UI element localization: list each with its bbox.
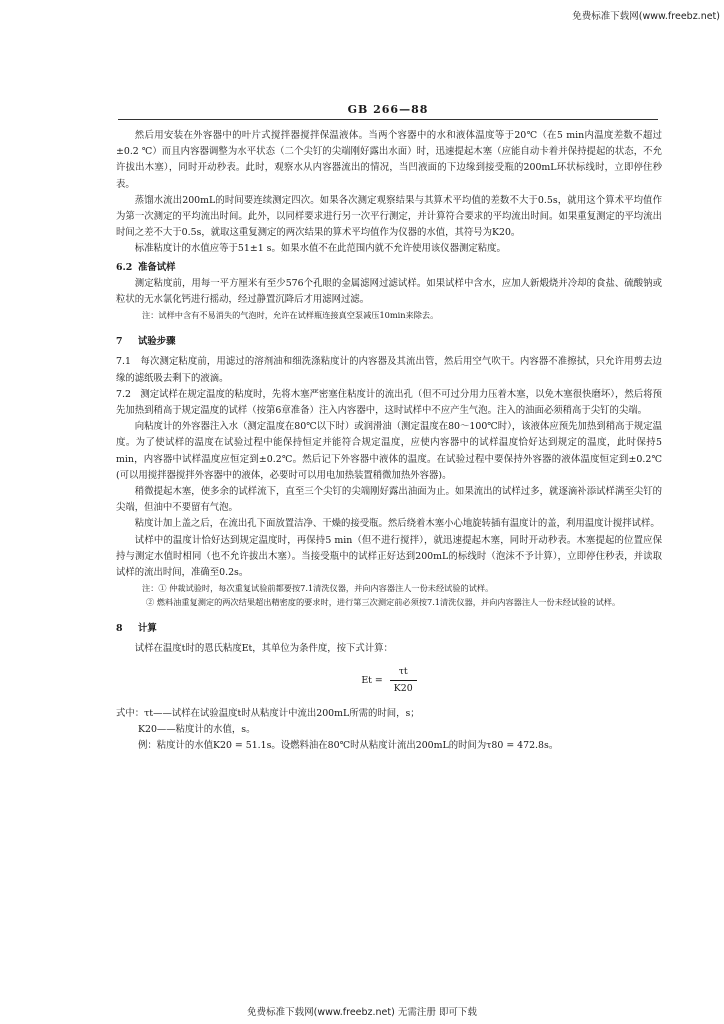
section-number: 6.2 (116, 261, 133, 273)
note: ② 燃料油重复测定的两次结果超出精密度的要求时，进行第三次测定前必须按7.1清洗仪器，并向内容器注人一份未经试验的试样。 (146, 597, 621, 608)
paragraph: 试样在温度t时的恩氏粘度Et，其单位为条件度，按下式计算： (134, 643, 393, 655)
example: 例：粘度计的水值K20 = 51.1s。设燃料油在80℃时从粘度计流出200mL的时间为τ80 = 472.8s。 (138, 740, 559, 752)
formula-fraction (390, 664, 417, 697)
watermark-top: 免费标准下载网(www.freebz.net) (572, 11, 720, 22)
paragraph: 测定粘度前，用每一平方厘米有至少576个孔眼的金属滤网过滤试样。如果试样中含水，应加人新煅烧并冷却的食盐、硫酸钠或粒状的无水氯化钙进行摇动，经过静置沉降后才用滤网过滤。 (116, 277, 662, 306)
note: 注：试样中含有不易消失的气泡时，允许在试样瓶连接真空泵减压10min来除去。 (142, 310, 439, 321)
paragraph: 向粘度计的外容器注入水（测定温度在80℃以下时）或润滑油（测定温度在80～100℃时），该液体应预先加热到稍高于规定温度。为了使试样的温度在试验过程中能保持恒定并能符合规定温度，应使内容器中的试样温度恰好达到规定的温度，此时保持5 min，内容器中试样温度应恒定到±0.2℃。然后记下外容器中液体的温度。在试验过程中要保持外容器的液体温度恒定到±0.2℃(可以用搅拌器搅拌外容器中的液体，必要时可以用电加热装置稍微加热外容器)。 (116, 421, 662, 481)
paragraph: 粘度计加上盖之后，在流出孔下面放置洁净、干燥的接受瓶。然后绕着木塞小心地旋转插有温度计的盖，利用温度计搅拌试样。 (134, 518, 660, 530)
paragraph: 蒸馏水流出200mL的时间要连续测定四次。如果各次测定观察结果与其算术平均值的差数不大于0.5s，就用这个算术平均值作为第一次测定的平均流出时间。此外，以同样要求进行另一次平行测定，并计算符合要求的平均流出时间。如果重复测定的平均流出时间之差不大于0.5s，就取这重复测定的两次结果的算术平均值作为仪器的水值，其符号为K20。 (116, 194, 662, 239)
formula-numerator: τt (390, 664, 417, 681)
formula-where-tau: 式中：τt——试样在试验温度t时从粘度计中流出200mL所需的时间，s； (116, 707, 420, 719)
formula-lhs: Et = (361, 674, 383, 686)
paragraph: 试样中的温度计恰好达到规定温度时，再保持5 min（但不进行搅拌），就迅速提起木塞，同时开动秒表。木塞提起的位置应保持与测定水值时相同（也不允许拔出木塞）。当接受瓶中的试样正好达到200mL的标线时（泡沫不予计算），立即停住秒表，并读取试样的流出时间，准确至0.2s。 (116, 534, 662, 579)
header-divider (118, 119, 658, 120)
paragraph-7-1: 7.1 每次测定粘度前，用滤过的溶剂油和细洗涤粘度计的内容器及其流出管，然后用空气吹干。内容器不准擦拭，只允许用剪去边缘的滤纸吸去剩下的液滴。 (116, 356, 662, 384)
paragraph-7-2: 7.2 测定试样在规定温度的粘度时，先将木塞严密塞住粘度计的流出孔（但不可过分用力压着木塞，以免木塞很快磨坏），然后将预先加热到稍高于规定温度的试样（按第6章准备）注入内容器中，这时试样中不应产生气泡。注入的油面必须稍高于尖钉的尖端。 (116, 388, 662, 417)
formula-where-k20: K20——粘度计的水值，s。 (138, 723, 256, 735)
section-heading-7 (116, 334, 662, 350)
spacer (116, 609, 662, 619)
formula (116, 664, 662, 704)
watermark-bottom: 免费标准下载网(www.freebz.net) 无需注册 即可下载 (247, 1007, 477, 1018)
spacer (116, 322, 662, 332)
section-number: 8 (116, 623, 123, 635)
section-title: 计算 (138, 623, 157, 635)
section-heading-8 (116, 621, 662, 637)
paragraph: 稍微提起木塞，使多余的试样流下，直至三个尖钉的尖端刚好露出油面为止。如果流出的试样过多，就逐滴补添试样满至尖钉的尖端，但油中不要留有气泡。 (116, 486, 662, 514)
formula-denominator: K20 (393, 682, 413, 694)
paragraph: 标准粘度计的水值应等于51±1 s。如果水值不在此范围内就不允许使用该仪器测定粘度。 (134, 243, 506, 255)
note: 注：① 仲裁试验时，每次重复试验前都要按7.1清洗仪器，并向内容器注人一份未经试验的试样。 (142, 583, 494, 594)
section-title: 准备试样 (138, 261, 176, 273)
paragraph: 然后用安装在外容器中的叶片式搅拌器搅拌保温液体。当两个容器中的水和液体温度等于20℃（在5 min内温度差数不超过±0.2 ℃）而且内容器调整为水平状态（二个尖钉的尖端刚好露出水面）时，迅速提起木塞（应能自动卡着并保持提起的状态，不允许拔出木塞），同时开动秒表。此时，观察水从内容器流出的情况，当凹液面的下边缘到接受瓶的200mL环状标线时，立即停住秒表。 (116, 130, 662, 190)
section-title: 试验步骤 (138, 336, 176, 348)
section-number: 7 (116, 336, 123, 348)
document-body (116, 128, 662, 754)
section-heading-6-2 (116, 260, 662, 276)
page-header: GB 266—88 (347, 103, 429, 116)
